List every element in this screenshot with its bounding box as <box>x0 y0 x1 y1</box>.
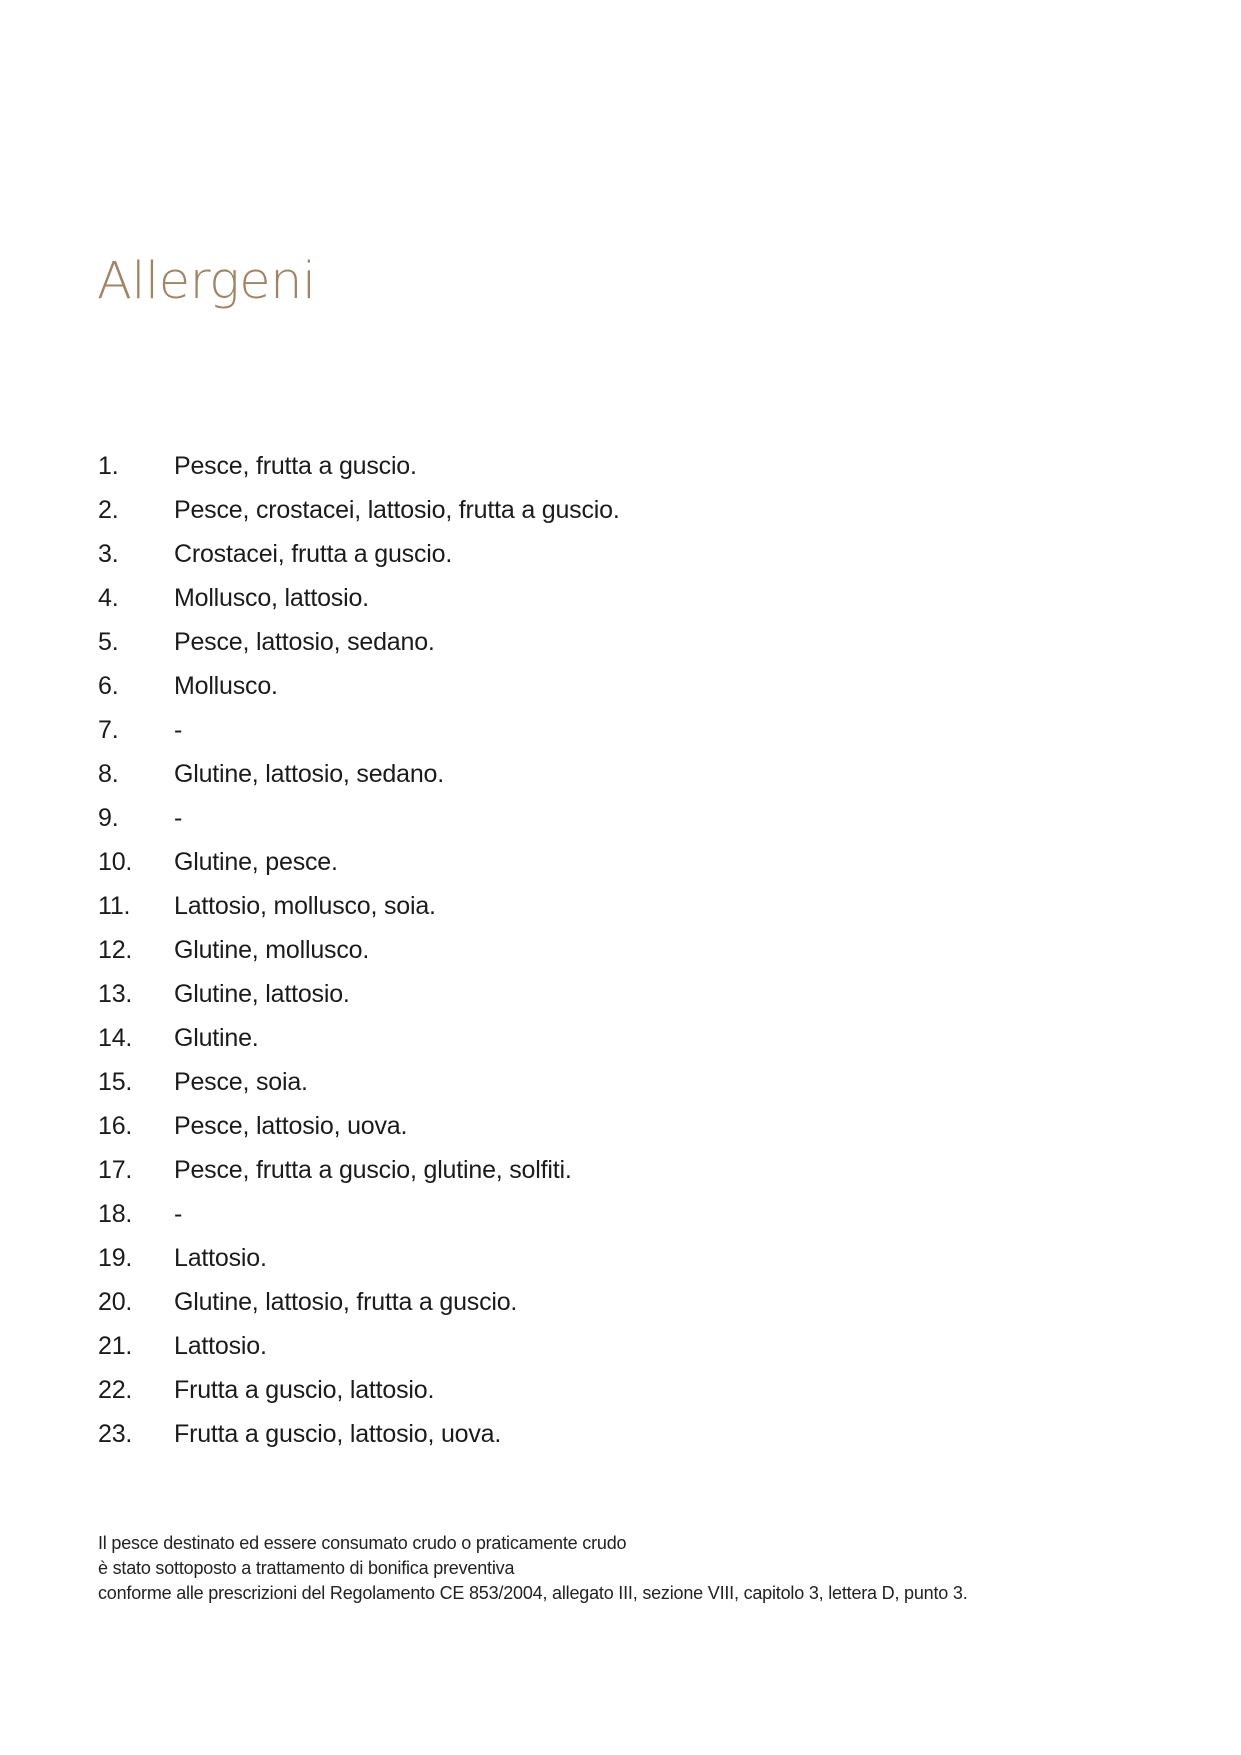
allergen-text: Lattosio, mollusco, soia. <box>174 891 436 920</box>
allergen-text: Glutine, mollusco. <box>174 935 370 964</box>
allergen-text: - <box>174 715 183 744</box>
allergen-number: 23. <box>98 1419 133 1448</box>
allergen-number: 1. <box>98 451 119 480</box>
allergen-number: 22. <box>98 1375 133 1404</box>
allergen-number: 6. <box>98 671 119 700</box>
allergen-item <box>98 1368 1098 1412</box>
allergen-number: 15. <box>98 1067 133 1096</box>
allergen-text: Pesce, soia. <box>174 1067 308 1096</box>
allergen-item <box>98 1324 1098 1368</box>
allergen-item <box>98 488 1098 532</box>
allergen-item <box>98 1016 1098 1060</box>
allergen-text: Pesce, lattosio, sedano. <box>174 627 435 656</box>
allergen-number: 20. <box>98 1287 133 1316</box>
allergen-item <box>98 1280 1098 1324</box>
allergen-item <box>98 532 1098 576</box>
allergen-number: 11. <box>98 891 131 920</box>
allergen-item <box>98 884 1098 928</box>
footnote-line: conforme alle prescrizioni del Regolamento CE 853/2004, allegato III, sezione VIII, capitolo 3, lettera D, punto 3. <box>98 1583 968 1603</box>
allergen-item <box>98 1236 1098 1280</box>
allergen-text: Glutine, lattosio, sedano. <box>174 759 444 788</box>
page-title: Allergeni <box>97 252 316 311</box>
allergen-number: 9. <box>98 803 119 832</box>
allergen-text: Pesce, frutta a guscio. <box>174 451 417 480</box>
allergen-text: Pesce, lattosio, uova. <box>174 1111 408 1140</box>
allergen-item <box>98 664 1098 708</box>
allergen-number: 3. <box>98 539 119 568</box>
allergen-number: 13. <box>98 979 133 1008</box>
allergen-text: Pesce, crostacei, lattosio, frutta a guscio. <box>174 495 620 524</box>
allergen-text: Glutine, pesce. <box>174 847 338 876</box>
allergen-text: Lattosio. <box>174 1243 267 1272</box>
allergen-number: 16. <box>98 1111 133 1140</box>
allergen-number: 4. <box>98 583 119 612</box>
footnote <box>98 1531 1158 1606</box>
allergen-item <box>98 1104 1098 1148</box>
allergen-item <box>98 752 1098 796</box>
footnote-line: è stato sottoposto a trattamento di bonifica preventiva <box>98 1558 515 1578</box>
allergen-number: 17. <box>98 1155 133 1184</box>
allergen-number: 19. <box>98 1243 133 1272</box>
allergen-text: - <box>174 1199 183 1228</box>
allergen-item <box>98 1412 1098 1456</box>
allergen-text: Frutta a guscio, lattosio, uova. <box>174 1419 502 1448</box>
allergen-text: Glutine. <box>174 1023 259 1052</box>
allergen-item <box>98 444 1098 488</box>
allergen-item <box>98 840 1098 884</box>
allergen-number: 18. <box>98 1199 133 1228</box>
allergen-text: Crostacei, frutta a guscio. <box>174 539 453 568</box>
allergen-number: 14. <box>98 1023 133 1052</box>
allergen-item <box>98 1192 1098 1236</box>
allergen-number: 10. <box>98 847 133 876</box>
allergen-text: Mollusco. <box>174 671 278 700</box>
allergen-list <box>98 444 1098 1456</box>
allergen-text: Lattosio. <box>174 1331 267 1360</box>
allergen-item <box>98 1060 1098 1104</box>
allergen-text: Mollusco, lattosio. <box>174 583 369 612</box>
allergen-text: - <box>174 803 183 832</box>
allergen-item <box>98 928 1098 972</box>
allergen-text: Glutine, lattosio. <box>174 979 350 1008</box>
allergen-item <box>98 796 1098 840</box>
allergen-item <box>98 620 1098 664</box>
allergen-number: 7. <box>98 715 119 744</box>
allergen-number: 8. <box>98 759 119 788</box>
allergen-number: 12. <box>98 935 133 964</box>
allergen-item <box>98 972 1098 1016</box>
allergen-number: 21. <box>98 1331 133 1360</box>
footnote-line: Il pesce destinato ed essere consumato crudo o praticamente crudo <box>98 1533 627 1553</box>
allergen-item <box>98 708 1098 752</box>
allergen-text: Pesce, frutta a guscio, glutine, solfiti. <box>174 1155 572 1184</box>
allergen-text: Frutta a guscio, lattosio. <box>174 1375 435 1404</box>
allergen-item <box>98 1148 1098 1192</box>
allergen-item <box>98 576 1098 620</box>
allergen-number: 5. <box>98 627 119 656</box>
allergen-text: Glutine, lattosio, frutta a guscio. <box>174 1287 518 1316</box>
allergen-number: 2. <box>98 495 119 524</box>
